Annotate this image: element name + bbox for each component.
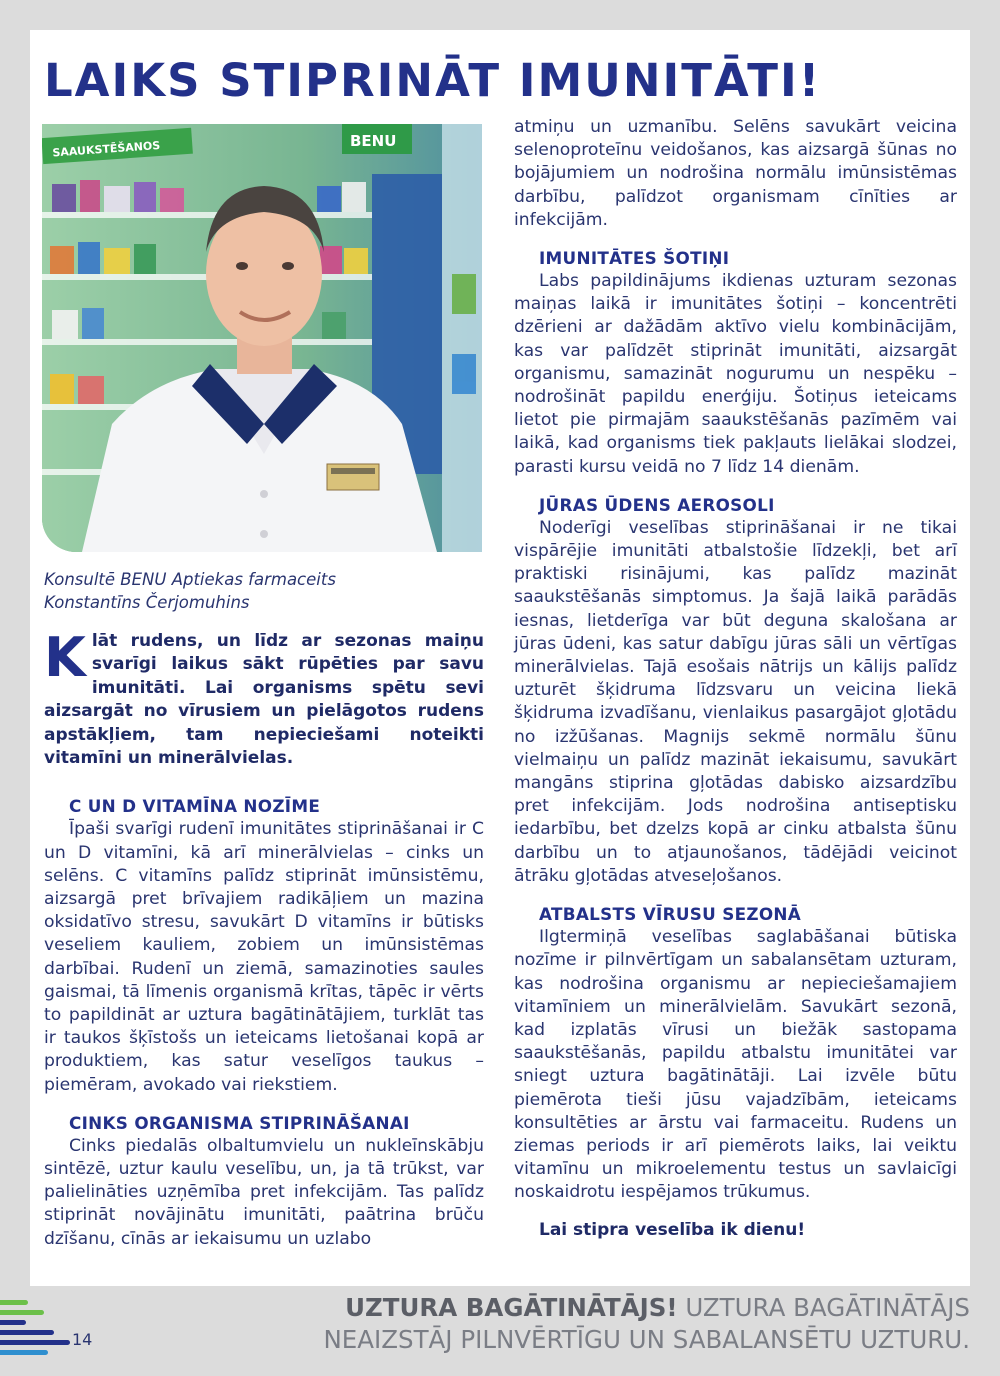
caption-line-1: Konsultē BENU Aptiekas farmaceits — [44, 570, 336, 589]
heading-vitamins: C UN D VITAMĪNA NOZĪME — [69, 796, 321, 817]
right-column — [514, 116, 957, 1242]
brand-sign-text: BENU — [350, 132, 397, 150]
left-column — [44, 626, 484, 1251]
footer-disclaimer — [323, 1292, 970, 1356]
text-aerosol: Noderīgi veselības stiprināšanai ir ne tikai vispārējie imunitāti atbalstošie līdzekļi, bet arī praktiski risinājumi, kas palīdz mazināt saaukstēšanās simptomus. Ja šajā laikā parādās iesnas, lietderīga var būt deguna skalošana ar jūras ūdeni, kas satur dabīgu jūras sāli un vērtīgas minerālvielas. Tajā esošais nātrijs un kālijs palīdz uzturēt šķidruma līdzsvaru un veicina liekā šķidruma izvadīšanu, vienlaikus pasargājot gļotādu no izžūšanas. Magnijs sekmē normālu šūnu vielmaiņu un palīdz mazināt iekaisumu, savukārt mangāns stiprina gļotādas dabisko aizsardzību pret infekcijām. Jods nodrošina antiseptisku iedarbību, bet dzelzs kopā ar cinku atbalsta šūnu darbību un to atjaunošanos, tādējādi veicinot ātrāku gļotādas atveseļošanos. — [514, 517, 957, 886]
pharmacist-photo — [42, 124, 482, 552]
heading-shots: IMUNITĀTES ŠOTIŅI — [539, 248, 730, 269]
heading-virus: ATBALSTS VĪRUSU SEZONĀ — [539, 904, 802, 925]
caption-line-2: Konstantīns Čerjomuhins — [44, 593, 250, 612]
heading-aerosol: JŪRAS ŪDENS AEROSOLI — [539, 494, 775, 515]
text-shots: Labs papildinājums ikdienas uzturam sezonas maiņas laikā ir imunitātes šotiņi – koncentrēti dzērieni ar dažādām aktīvo vielu kombinācijām, kas var palīdzēt stiprināt imunitāti, aizsargāt organismu, samazināt nogurumu un nespēku – nodrošināt papildu enerģiju. Šotiņus ieteicams lietot pie pirmajām saaukstēšanās pazīmēm vai laikā, kad organisms tiek pakļauts lielākai slodzei, parasti kursu veidā no 7 līdz 14 dienām. — [514, 271, 957, 477]
heading-zinc: CINKS ORGANISMA STIPRINĀŠANAI — [69, 1112, 410, 1133]
page-number: 14 — [72, 1330, 93, 1349]
page-footer — [0, 1286, 1000, 1376]
article-title: LAIKS STIPRINĀT IMUNITĀTI! — [44, 54, 822, 107]
disclaimer-line2: NEAIZSTĀJ PILNVĒRTĪGU UN SABALANSĒTU UZTURU. — [323, 1325, 970, 1354]
photo-caption — [44, 568, 474, 614]
disclaimer-bold: UZTURA BAGĀTINĀTĀJS! — [345, 1293, 678, 1322]
intro-text: lāt rudens, un līdz ar sezonas maiņu svarīgi laikus sākt rūpēties par savu imunitāti. Lai organisms spētu sevi aizsargāt no vīrusiem un pielāgotos rudens apstākļiem, tam nepieciešami noteikti vitamīni un minerālvielas. — [44, 631, 484, 769]
text-continuation: atmiņu un uzmanību. Selēns savukārt veicina selenoproteīnu veidošanos, kas aizsargā šūnas no bojājumiem un nodrošina normālu imūnsistēmas darbību, palīdzot organismam cīnīties ar infekcijām. — [514, 117, 957, 230]
closing-line: Lai stipra veselība ik dienu! — [539, 1219, 806, 1240]
disclaimer-line1-rest: UZTURA BAGĀTINĀTĀJS — [677, 1293, 970, 1322]
text-vitamins: Īpaši svarīgi rudenī imunitātes stiprināšanai ir C un D vitamīni, kā arī minerālvielas – cinks un selēns. C vitamīns palīdz stiprināt imūnsistēmu, aizsargā pret brīvajiem radikāļiem un mazina oksidatīvo stresu, savukārt D vitamīns ir būtisks veseliem kauliem, zobiem un imūnsistēmas darbībai. Rudenī un ziemā, samazinoties saules gaismai, tā līmenis organismā krītas, tāpēc ir vērts to papildināt ar uztura bagātinātājiem, turklāt tas ir taukos šķīstošs un ieteicams lietošanai kopā ar produktiem, kas satur veselīgos taukus – piemēram, avokado vai riekstiem. — [44, 819, 484, 1095]
drop-cap: K — [44, 626, 86, 689]
text-virus: Ilgtermiņā veselības saglabāšanai būtiska nozīme ir pilnvērtīgam un sabalansētam uzturam, kas nodrošina organismu ar nepieciešamajiem vitamīniem un minerālvielām. Savukārt sezonā, kad izplatās vīrusi un biežāk sastopama saaukstēšanās, papildu atbalstu imunitātei var sniegt uztura bagātinātāji. Lai izvēle būtu piemērota tieši jūsu vajadzībām, ieteicams konsultēties ar ārstu vai farmaceitu. Rudens un ziemas periods ir arī piemērots laiks, lai veiktu vitamīnu un mikroelementu testus un savlaicīgi noskaidrotu iespējamos trūkumus. — [514, 927, 957, 1203]
text-zinc: Cinks piedalās olbaltumvielu un nukleīnskābju sintēzē, uztur kaulu veselību, un, ja tā trūkst, var palielināties uzņēmība pret infekcijām. Tas palīdz stiprināt novājinātu imunitāti, paātrina brūču dzīšanu, cīnās ar iekaisumu un uzlabo — [44, 1135, 484, 1249]
shelf-sign-text: SAAUKSTĒŠANOS — [52, 138, 161, 160]
intro-paragraph — [44, 626, 484, 770]
article-page — [30, 30, 970, 1286]
